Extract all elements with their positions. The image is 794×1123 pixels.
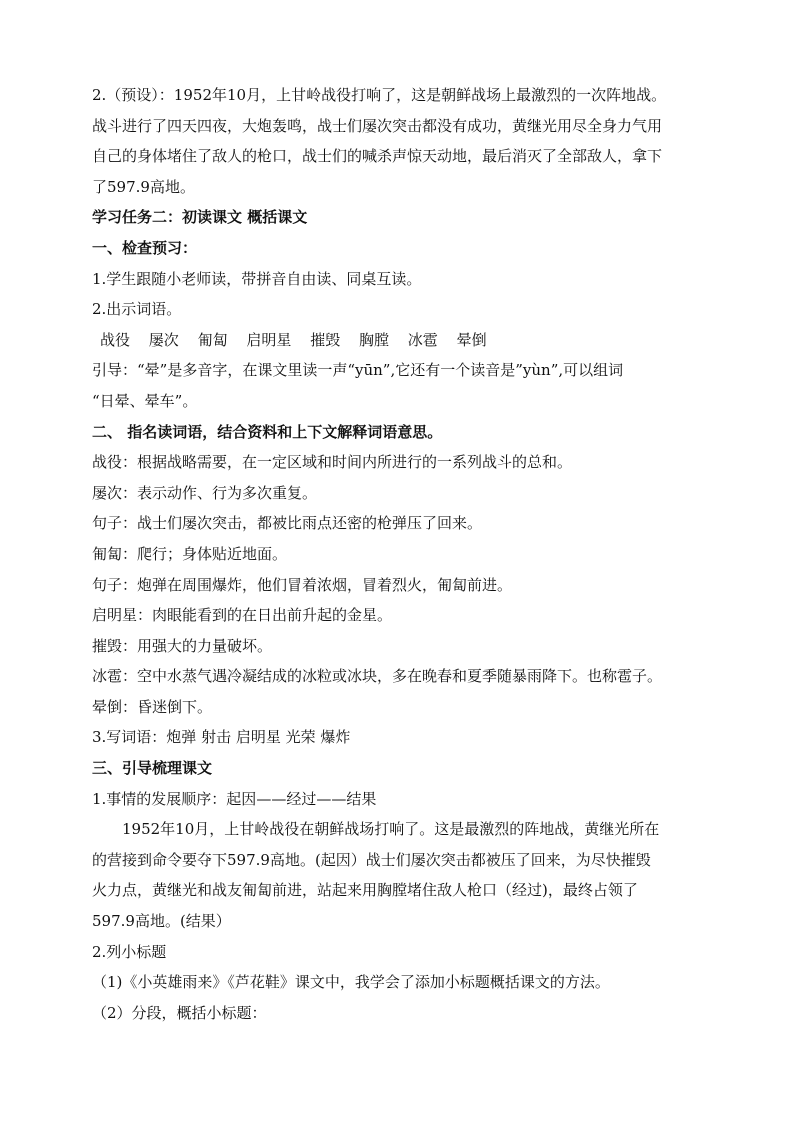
section3-heading: 三、引导梳理课文 [92,759,213,778]
word-item: 匍匐 [197,330,228,349]
intro-line-3: 自己的身体堵住了敌人的枪口，战士们的喊杀声惊天动地，最后消灭了全部敌人，拿下 [92,147,663,166]
definition-line: 匍匐：爬行；身体贴近地面。 [92,544,288,563]
preview-item-1: 1.学生跟随小老师读，带拼音自由读、同桌互读。 [92,269,422,288]
definition-line: 冰雹：空中水蒸气遇冷凝结成的冰粒或冰块，多在晚春和夏季随暴雨降下。也称雹子。 [92,667,663,686]
word-list [92,325,732,356]
preview-item-2: 2.出示词语。 [92,300,182,319]
guide-line-2: “日晕、晕车”。 [92,391,198,410]
intro-line-4: 了597.9高地。 [92,177,195,196]
definition-line: 战役：根据战略需要，在一定区域和时间内所进行的一系列战斗的总和。 [92,453,573,472]
definition-line: 屡次：表示动作、行为多次重复。 [92,483,318,502]
intro-line-2: 战斗进行了四天四夜，大炮轰鸣，战士们屡次突击都没有成功，黄继光用尽全身力气用 [92,116,663,135]
section1-heading: 一、检查预习： [92,238,198,257]
document-page [92,80,732,1028]
definition-line: 句子：炮弹在周围爆炸，他们冒着浓烟，冒着烈火，匍匐前进。 [92,575,513,594]
word-item: 启明星 [246,330,292,349]
word-item: 晕倒 [456,330,487,349]
task2-heading: 学习任务二：初读课文 概括课文 [92,208,308,227]
guide-line-1: 引导：“晕”是多音字，在课文里读一声“yūn”,它还有一个读音是”yùn”,可以组词 [92,361,624,380]
word-item: 胸膛 [358,330,389,349]
section2-heading: 二、 指名读词语，结合资料和上下文解释词语意思。 [92,422,443,441]
word-item: 战役 [100,330,131,349]
word-item: 摧毁 [310,330,341,349]
subtitle-item-2: （2）分段，概括小标题： [92,1003,267,1022]
definition-line: 句子：战士们屡次突击，都被比雨点还密的枪弹压了回来。 [92,514,483,533]
definition-line: 启明星：肉眼能看到的在日出前升起的金星。 [92,606,393,625]
word-item: 屡次 [148,330,179,349]
order-line-1: 1952年10月，上甘岭战役在朝鲜战场打响了。这是最激烈的阵地战，黄继光所在 [122,820,660,839]
word-item: 冰雹 [407,330,438,349]
write-words-item: 3.写词语：炮弹 射击 启明星 光荣 爆炸 [92,728,351,747]
subtitle-heading: 2.列小标题 [92,942,167,961]
order-line-3: 火力点，黄继光和战友匍匐前进，站起来用胸膛堵住敌人枪口（经过)，最终占领了 [92,881,638,900]
order-heading: 1.事情的发展顺序：起因——经过——结果 [92,789,377,808]
subtitle-item-1: （1)《小英雄雨来》《芦花鞋》课文中，我学会了添加小标题概括课文的方法。 [92,973,610,992]
definition-line: 摧毁：用强大的力量破坏。 [92,636,273,655]
order-line-4: 597.9高地。(结果） [92,912,231,931]
order-line-2: 的营接到命令要夺下597.9高地。(起因）战士们屡次突击都被压了回来，为尽快摧毁 [92,850,651,869]
intro-line-1: 2.（预设）：1952年10月，上甘岭战役打响了，这是朝鲜战场上最激烈的一次阵地战。 [92,86,667,104]
definition-line: 晕倒：昏迷倒下。 [92,697,213,716]
